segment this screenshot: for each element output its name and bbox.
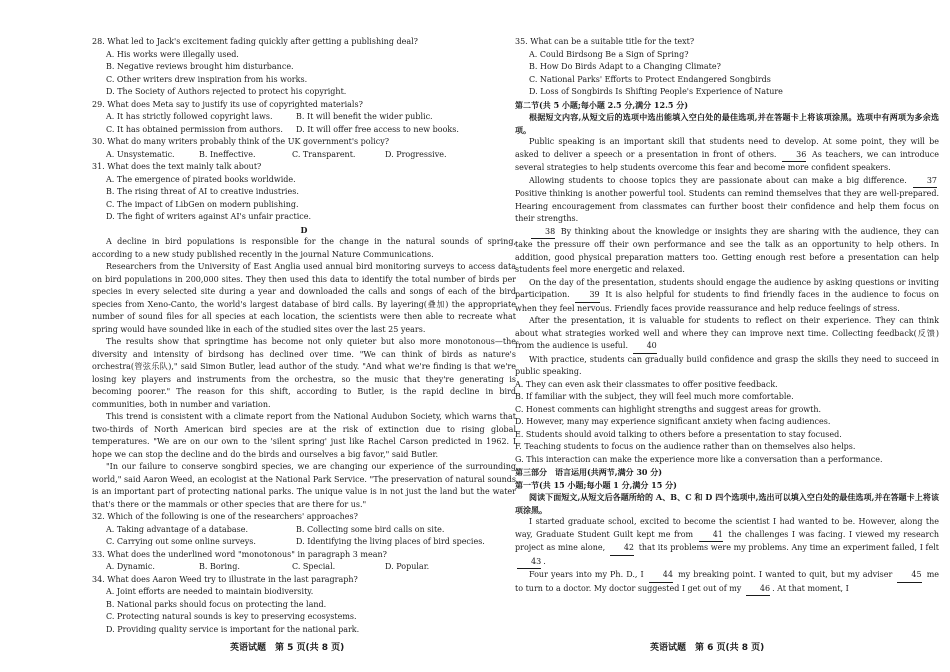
section-1-title: 第一节(共 15 小题;每小题 1 分,满分 15 分)	[515, 479, 677, 490]
passage-paragraph-5: "In our failure to conserve songbird species, we are changing our experience of the surrounding world," said Aaron Weed, an ecologist at the National Park Service. "The preservation of natural sounds is an important part of protecting national parks. The unique value is in not just the land but the water that's there or the mammals or other species that are there for us."	[92, 462, 516, 509]
page-footer-left: 英语试题 第 5 页(共 8 页)	[230, 643, 345, 653]
q28-stem: 28. What led to Jack's excitement fading quickly after getting a publishing deal?	[92, 37, 418, 46]
q34-option-b: B. National parks should focus on protecting the land.	[106, 599, 327, 609]
q35-stem: 35. What can be a suitable title for the text?	[515, 37, 695, 46]
cloze-paragraph-1	[515, 136, 939, 175]
q32-option-d: D. Identifying the living places of bird species.	[296, 537, 485, 546]
q32-stem: 32. Which of the following is one of the researchers' approaches?	[92, 512, 358, 521]
passage-paragraph-4: This trend is consistent with a climate report from the National Audubon Society, which warns that two-thirds of North American bird species are at the risk of extinction due to rising global temperatures. "We are on our own to the 'silent spring' just like Rachel Carson predicted in 1962. I hope we can stop the decline and do the birds and ourselves a big favor," said Butler.	[92, 412, 516, 459]
q28-option-b: B. Negative reviews brought him disturbance.	[106, 62, 294, 71]
q30-option-b: B. Ineffective.	[199, 149, 256, 159]
q35-option-c: C. National Parks' Efforts to Protect Endangered Songbirds	[529, 74, 771, 84]
c1-text-c: that its problems were my problems. Any time an experiment failed, I felt	[638, 543, 940, 552]
section-2-instructions: 根据短文内容,从短文后的选项中选出能填入空白处的最佳选项,并在答题卡上将该项涂黑。选项中有两项为多余选项。	[515, 112, 939, 135]
part-3-title: 第三部分 语言运用(共两节,满分 30 分)	[515, 467, 663, 477]
q31-stem: 31. What does the text mainly talk about?	[92, 162, 262, 171]
page-footer-right: 英语试题 第 6 页(共 8 页)	[650, 643, 765, 653]
c2-text-b: my breaking point. I wanted to quit, but my adviser	[678, 570, 893, 579]
passage-paragraph-2: Researchers from the University of East Anglia used annual bird monitoring surveys to access data on bird populations in 200,000 sites. They then used this data to identify the total number of birds per species in every selected site during a year and downloaded the calls and songs of each of the bird species from Xeno-Canto, the world's largest database of bird calls. By layering(叠加) the appropriate number of sound files for all species at each location, the scientists were then able to recreate what spring would have sounded like in each of the studied sites over the last 25 years.	[92, 262, 516, 334]
q31-option-a: A. The emergence of pirated books worldwide.	[106, 174, 296, 184]
q32-options-row2	[92, 536, 516, 549]
p3-text: By thinking about the knowledge or insights they are sharing with the audience, they can take the pressure off their own performance and see the talk as an opportunity to help others. In addition, good physical preparation matters too. Getting enough rest before a presentation can help students feel more energetic and relaxed.	[515, 226, 939, 274]
choice-d: D. However, many may experience significant anxiety when facing audiences.	[515, 417, 831, 426]
q30-stem: 30. What do many writers probably think of the UK government's policy?	[92, 137, 390, 146]
choice-f: F. Teaching students to focus on the audience rather than on themselves also helps.	[515, 442, 856, 451]
q33-stem: 33. What does the underlined word "monotonous" in paragraph 3 mean?	[92, 549, 387, 559]
q34-option-c: C. Protecting natural sounds is key to preserving ecosystems.	[106, 612, 357, 621]
passage-paragraph-3: The results show that springtime has become not only quieter but also more monotonous—the diversity and intensity of birdsong has declined over time. "We can think of birds as nature's orchestra(管弦乐队)," said Simon Butler, lead author of the study. "And what we're finding is that we're losing key players and instruments from the orchestra, so the music that they're generating is becoming poorer." The reason for this shift, according to Butler, is the rapid decline in bird communities, both in number and variation.	[92, 337, 516, 409]
cloze-paragraph-5	[515, 315, 939, 354]
q30-options	[92, 149, 516, 162]
q30-option-d: D. Progressive.	[385, 149, 447, 159]
q35-option-d: D. Loss of Songbirds Is Shifting People's Experience of Nature	[529, 87, 783, 96]
blank-42: 42	[610, 542, 634, 556]
q28-option-c: C. Other writers drew inspiration from his works.	[106, 74, 308, 84]
p1-text-a: Public speaking is an important skill that students need to develop. At some point, they will be asked to deliver a speech or a presentation in front of others.	[515, 137, 939, 159]
blank-37: 37	[913, 175, 937, 189]
section-2-title: 第二节(共 5 小题;每小题 2.5 分,满分 12.5 分)	[515, 99, 688, 110]
q34-option-d: D. Providing quality service is important for the national park.	[106, 624, 360, 634]
q29-option-a: A. It has strictly followed copyright laws.	[106, 112, 273, 121]
choice-g: G. This interaction can make the experience more like a conversation than a performance.	[515, 454, 883, 464]
choice-e: E. Students should avoid talking to others before a presentation to stay focused.	[515, 429, 842, 439]
p2-text-a: Allowing students to choose topics they are passionate about can make a big difference.	[529, 175, 907, 185]
p2-text-b: Positive thinking is another powerful tool. Students can remind themselves that they are well-prepared. Hearing encouragement from classmates can further boost their confidence and help them focus on their strengths.	[515, 189, 939, 223]
c1-text-a: I started graduate school, excited to become the scientist I had wanted to be. However, along the way, Graduate Student Guilt kept me from	[515, 517, 939, 539]
q31-option-d: D. The fight of writers against AI's unfair practice.	[106, 212, 312, 221]
q28-option-d: D. The Society of Authors rejected to protect his copyright.	[106, 87, 347, 96]
c2-text-c: me to turn to a doctor. My doctor suggested I get out of my	[515, 570, 940, 593]
q29-options-row2	[92, 124, 516, 137]
blank-38: 38	[531, 226, 555, 240]
q30-option-c: C. Transparent.	[292, 149, 356, 159]
right-column	[515, 36, 939, 596]
c2-text-d: . At that moment, I	[772, 583, 849, 593]
blank-46: 46	[746, 583, 770, 597]
q34-option-a: A. Joint efforts are needed to maintain biodiversity.	[106, 587, 314, 596]
q28-option-a: A. His works were illegally used.	[106, 49, 239, 59]
q29-option-b: B. It will benefit the wider public.	[296, 112, 433, 121]
q29-option-d: D. It will offer free access to new books.	[296, 124, 459, 134]
blank-36: 36	[782, 149, 806, 163]
cloze-paragraph-2	[515, 175, 939, 226]
blank-41: 41	[699, 529, 723, 543]
blank-43: 43	[517, 556, 541, 570]
q33-option-d: D. Popular.	[385, 562, 430, 571]
blank-45: 45	[897, 569, 921, 583]
blank-40: 40	[633, 340, 657, 354]
section-d-heading: D	[300, 224, 308, 235]
q29-stem: 29. What does Meta say to justify its use of copyrighted materials?	[92, 99, 363, 109]
choice-a: A. They can even ask their classmates to offer positive feedback.	[515, 379, 778, 389]
cloze-paragraph-6: With practice, students can gradually build confidence and grasp the skills they need to succeed in public speaking.	[515, 354, 939, 376]
q35-option-a: A. Could Birdsong Be a Sign of Spring?	[529, 49, 689, 59]
passage-paragraph-1: A decline in bird populations is responsible for the change in the natural sounds of spring, according to a new study published recently in the journal Nature Communications.	[92, 237, 516, 259]
choice-c: C. Honest comments can highlight strengths and suggest areas for growth.	[515, 404, 822, 414]
cloze-paragraph-4	[515, 277, 939, 316]
q33-option-c: C. Special.	[292, 562, 336, 571]
q33-option-a: A. Dynamic.	[106, 562, 155, 571]
q29-option-c: C. It has obtained permission from authors.	[106, 124, 283, 134]
q32-options-row1	[92, 524, 516, 537]
q31-option-c: C. The impact of LibGen on modern publishing.	[106, 199, 299, 209]
left-column	[92, 36, 516, 636]
choice-b: B. If familiar with the subject, they will feel much more comfortable.	[515, 392, 794, 401]
section-1-instructions: 阅读下面短文,从短文后各题所给的 A、B、C 和 D 四个选项中,选出可以填入空白处的最佳选项,并在答题卡上将该项涂黑。	[515, 492, 939, 515]
p4-text-b: It is also helpful for students to find friendly faces in the audience to focus on when they feel nervous. Friendly faces provide reassurance and help reduce feelings of stress.	[515, 290, 939, 313]
q32-option-b: B. Collecting some bird calls on site.	[296, 524, 445, 534]
q34-stem: 34. What does Aaron Weed try to illustrate in the last paragraph?	[92, 574, 358, 584]
q33-option-b: B. Boring.	[199, 562, 240, 571]
p1-text-b: As teachers, we can introduce several strategies to help students overcome this fear and become more confident speakers.	[515, 149, 940, 172]
q32-option-c: C. Carrying out some online surveys.	[106, 537, 256, 546]
q31-option-b: B. The rising threat of AI to creative industries.	[106, 187, 299, 196]
c2-text-a: Four years into my Ph. D., I	[529, 570, 644, 579]
q33-options	[92, 561, 516, 574]
q32-option-a: A. Taking advantage of a database.	[106, 524, 249, 534]
p4-text-a: On the day of the presentation, students should engage the audience by asking questions or inviting participation.	[515, 277, 939, 299]
cloze-paragraph-3	[515, 226, 939, 277]
blank-44: 44	[649, 569, 673, 583]
q35-option-b: B. How Do Birds Adapt to a Changing Climate?	[529, 62, 721, 71]
p5-text-a: After the presentation, it is valuable for students to reflect on their experience. They can think about what strategies worked well and where they can improve next time. Collecting feedback(反馈) from the audience is useful.	[515, 316, 939, 350]
q29-options-row1	[92, 111, 516, 124]
story-paragraph-2	[515, 569, 939, 596]
blank-39: 39	[575, 289, 599, 303]
story-paragraph-1: I started graduate school, excited to become the scientist I had wanted to be. However, along the way, Graduate Student Guilt kept me from 41 the challenges I was facing. I viewed my research project as mine alone, 42 that its problems were my problems. Any time an experiment failed, I felt 43 .	[515, 516, 939, 569]
q30-option-a: A. Unsystematic.	[106, 149, 175, 159]
c1-text-b: the challenges I was facing. I viewed my research project as mine alone,	[515, 529, 939, 552]
